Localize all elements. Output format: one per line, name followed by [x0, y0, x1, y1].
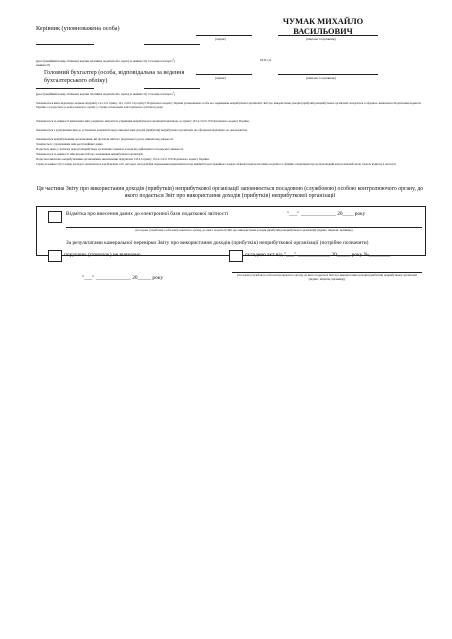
footnote-2: Заповнюється за наявності визначених змін у видатках, витрати на утримання неприбуткової організації відповідно до пункту 133.4 статті 133 Податкового кодексу України. — [36, 119, 250, 123]
accountant-sign-caption: (підпис) — [215, 76, 227, 80]
footnote-6: Подається, якщо у звітному періоді неприбуткова організація отримала доходи від здійснення господарської діяльності. — [36, 147, 184, 151]
director-name-line[interactable] — [278, 35, 378, 36]
footnote-1: Заповнюється якщо відповідно нормам підпункту 14.1.121 пункту 14.1 статті 14 розділу І Податкового кодексу України уповноважена особа не є керівником неприбуткової організації. Звіт про використання доходів (прибутків) неприбуткової організації складається за формою, визначеною Податковим кодексом України, та подається до контролюючого органу у строки, встановлені для податкового (звітного) року. — [36, 101, 421, 110]
director-signature-line[interactable] — [196, 35, 252, 36]
officer-caption: (посадова (службова) особа контролюючого органу, до якого подається Звіт про використання доходів (прибутків) неприбуткової організації) (підпис, ініціали, прізвище) — [135, 228, 353, 232]
accountant-signature-line[interactable] — [196, 74, 252, 75]
director-id-line-a[interactable] — [36, 44, 94, 45]
footnote-3: Заповнюється з урахуванням змін до установчих документів щодо використання доходів (прибутків) неприбуткової організації, що оформлені відповідно до законодавства. — [36, 128, 248, 132]
db-mark-checkbox[interactable] — [48, 211, 62, 223]
stamp-note: наявності) — [36, 63, 51, 67]
stamp-label: М.П. (за — [260, 58, 272, 62]
accountant-label-line2: бухгалтерського обліку) — [44, 77, 108, 84]
footnote-4: Заповнюється неприбутковими організаціями, які протягом звітного (податкового) року змінили вид діяльності. — [36, 137, 174, 141]
director-sign-caption: (підпис) — [215, 37, 227, 41]
control-section-heading: Ця частина Звіту про використання доходів (прибутків) неприбуткової організації заповнюється посадовою (службовою) особою контролюючого органу, до якого подається Звіт про використання доходів (прибутків) неприбуткової організації — [36, 186, 424, 199]
director-name-caption: (ініціали та прізвище) — [306, 37, 336, 41]
accountant-name-caption: (ініціали та прізвище) — [306, 76, 336, 80]
footnote-5: Зазначається з урахуванням змін реєстраційних даних. — [36, 142, 104, 146]
accountant-name-line[interactable] — [278, 74, 378, 75]
director-label: Керівник (уповноважена особа) — [36, 25, 120, 32]
review-heading: За результатами камеральної перевірки Звіту про використання доходів (прибутків) неприбуткової організації (потрібне позначити) — [66, 240, 369, 246]
db-mark-date[interactable]: "___" _____________ 20____ року — [287, 211, 366, 217]
footnote-7: Заповнюється за наявності змін відомостей про засновників неприбуткової організації. — [36, 152, 144, 156]
act-checkbox[interactable] — [229, 250, 243, 262]
footnote-8: Подається виключно неприбутковими організаціями, визначеними підпунктом 133.4.6 пункту 133.4 статті 133 Податкового кодексу України. — [36, 157, 210, 161]
no-violations-label: порушень (помилок) не виявлено — [64, 252, 141, 258]
director-name-line2: ВАСИЛЬОВИЧ — [293, 27, 353, 36]
director-id-caption: (реєстраційний номер облікової картки платника податків або серія (за наявності) та номер паспорта$^5$) — [36, 58, 176, 64]
director-id-line-b[interactable] — [144, 44, 200, 45]
bottom-date[interactable]: "___" _____________ 20_____ року — [82, 275, 164, 281]
accountant-label-line1: Головний бухгалтер (особа, відповідальна за ведення — [44, 69, 185, 76]
db-mark-label: Відмітка про внесення даних до електронної бази податкової звітності — [66, 211, 229, 217]
director-name-line1: ЧУМАК МИХАЙЛО — [282, 17, 364, 26]
accountant-id-line-b[interactable] — [144, 88, 200, 89]
bottom-officer-caption: (посадова (службова) особа контролюючого органу, до якого подається Звіт про використання доходів (прибутків) неприбуткової організації (підпис, ініціали, прізвище)) — [237, 273, 417, 281]
footnote-9: Серія (за наявності) та номер паспорта зазначаються для фізичних осіб, які через свої релігійні переконання відмовляються від прийняття реєстраційного номера облікової картки платника податків та офіційно повідомили про це відповідний контролюючий орган і мають відмітку в паспорті. — [36, 162, 397, 166]
accountant-id-line-a[interactable] — [36, 88, 94, 89]
no-violations-checkbox[interactable] — [48, 250, 62, 262]
act-label[interactable]: складено акт від "___" ____________ 20_____ року №________ — [245, 252, 391, 258]
accountant-id-caption: (реєстраційний номер облікової картки платника податків або серія (за наявності) та номер паспорта$^5$) — [36, 91, 176, 97]
